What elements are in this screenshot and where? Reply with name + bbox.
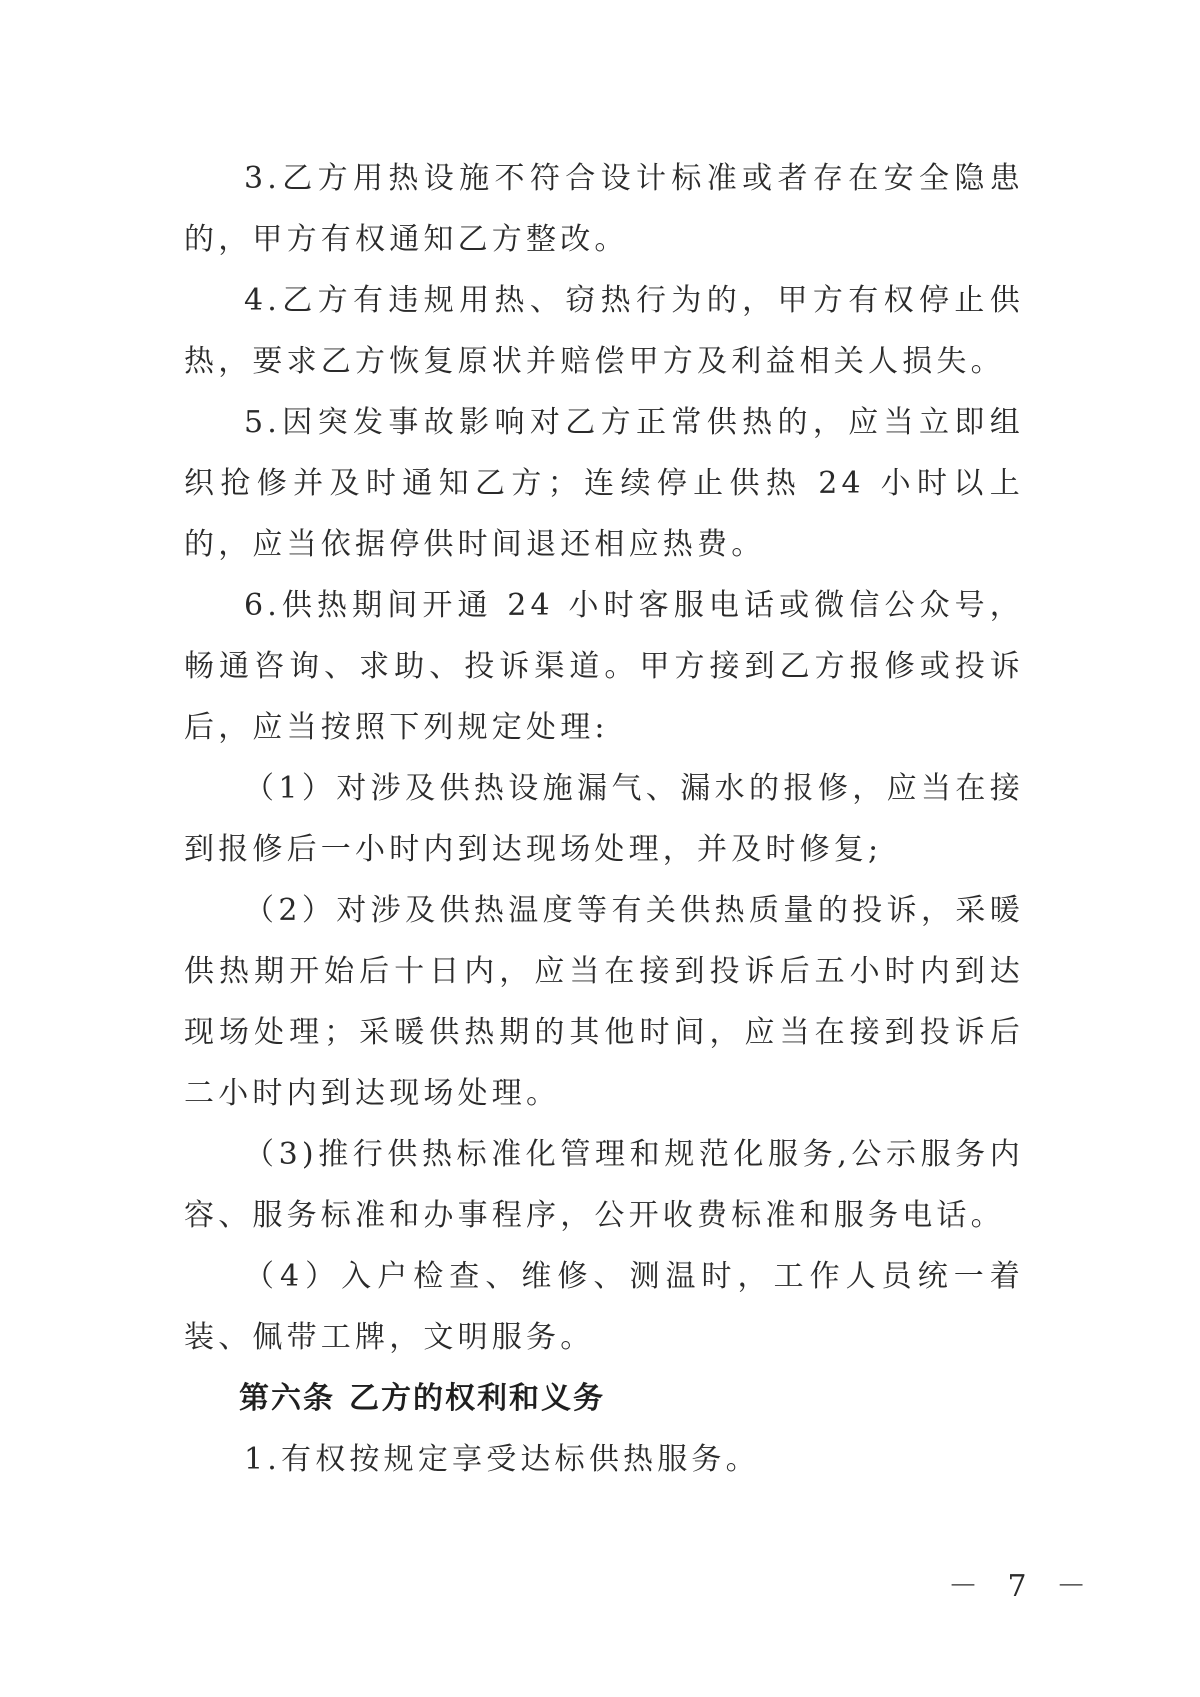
article-title: 乙方的权利和义务 bbox=[349, 1381, 605, 1416]
article-heading bbox=[184, 1368, 1024, 1429]
page-number: － 7 － bbox=[948, 1569, 1097, 1604]
paragraph-article6-item-1: 1.有权按规定享受达标供热服务。 bbox=[244, 1442, 760, 1477]
paragraph-item-5: 5.因突发事故影响对乙方正常供热的，应当立即组织抢修并及时通知乙方；连续停止供热 24 小时以上的，应当依据停供时间退还相应热费。 bbox=[184, 405, 1024, 562]
paragraph-subitem-3: （3)推行供热标准化管理和规范化服务,公示服务内容、服务标准和办事程序，公开收费标准和服务电话。 bbox=[184, 1137, 1024, 1233]
paragraph-item-6: 6.供热期间开通 24 小时客服电话或微信公众号，畅通咨询、求助、投诉渠道。甲方接到乙方报修或投诉后，应当按照下列规定处理: bbox=[184, 588, 1024, 745]
article-number: 第六条 bbox=[239, 1381, 335, 1416]
document-body bbox=[184, 148, 1024, 1490]
paragraph-subitem-1: （1）对涉及供热设施漏气、漏水的报修，应当在接到报修后一小时内到达现场处理，并及时修复; bbox=[184, 771, 1024, 867]
paragraph-item-4: 4.乙方有违规用热、窃热行为的，甲方有权停止供热，要求乙方恢复原状并赔偿甲方及利益相关人损失。 bbox=[184, 283, 1024, 379]
paragraph-subitem-2: （2）对涉及供热温度等有关供热质量的投诉，采暖供热期开始后十日内，应当在接到投诉后五小时内到达现场处理；采暖供热期的其他时间，应当在接到投诉后二小时内到达现场处理。 bbox=[184, 893, 1024, 1111]
paragraph-item-3: 3.乙方用热设施不符合设计标准或者存在安全隐患的，甲方有权通知乙方整改。 bbox=[184, 161, 1024, 257]
paragraph-subitem-4: （4）入户检查、维修、测温时，工作人员统一着装、佩带工牌，文明服务。 bbox=[184, 1259, 1024, 1355]
